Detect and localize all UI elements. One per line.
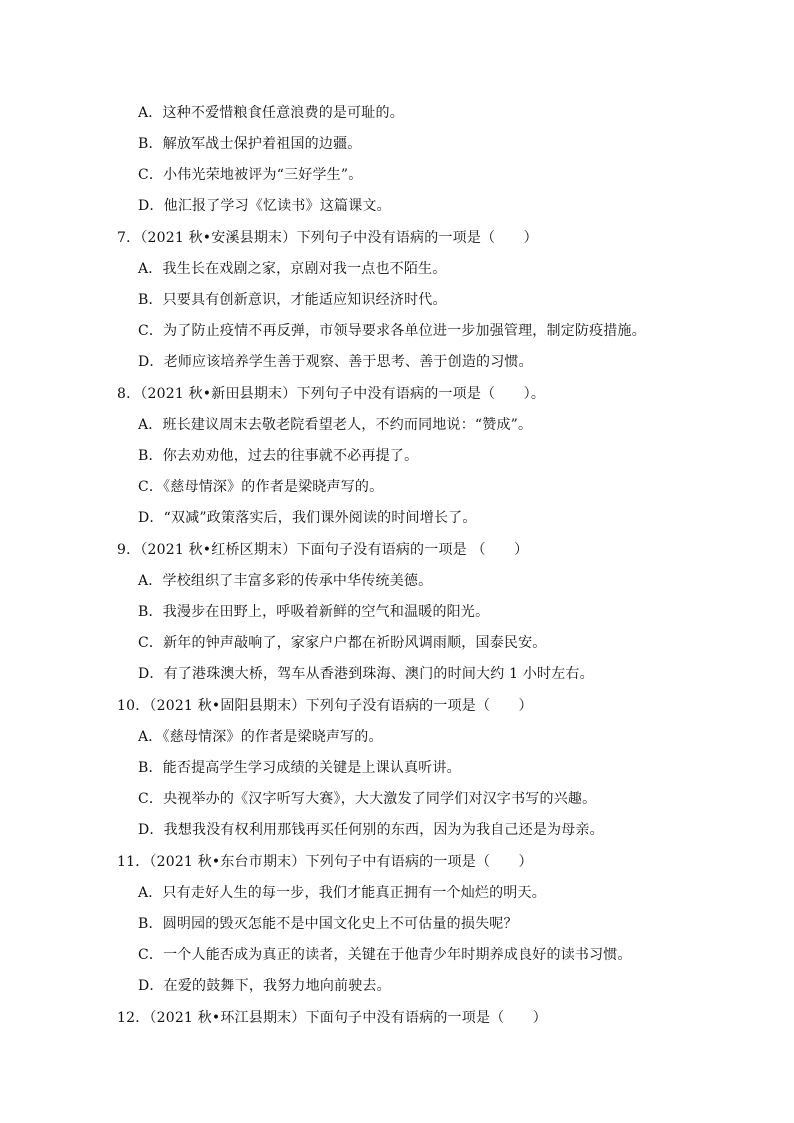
question-10-stem: 10．（2021 秋•固阳县期末）下列句子没有语病的一项是（ ） (117, 698, 533, 714)
question-7-option-b: B．只要具有创新意识，才能适应知识经济时代。 (138, 292, 447, 308)
question-8-option-b: B．你去劝劝他，过去的往事就不必再提了。 (138, 448, 419, 464)
question-11-option-d: D．在爱的鼓舞下，我努力地向前驶去。 (138, 978, 391, 994)
question-7-option-d: D．老师应该培养学生善于观察、善于思考、善于创造的习惯。 (138, 354, 533, 370)
question-8-stem: 8．（2021 秋•新田县期末）下列句子中没有语病的一项是（ ）。 (117, 386, 546, 402)
question-8-option-c: C．《慈母情深》的作者是梁晓声写的。 (138, 479, 384, 495)
option-b: B．解放军战士保护着祖国的边疆。 (138, 136, 362, 152)
question-10-option-d: D．我想我没有权利用那钱再买任何别的东西，因为为我自己还是为母亲。 (138, 822, 604, 838)
question-9-option-a: A．学校组织了丰富多彩的传承中华传统美德。 (138, 573, 433, 589)
question-11-stem: 11．（2021 秋•东台市期末）下列句子中有语病的一项是（ ） (117, 854, 533, 870)
question-11-option-c: C．一个人能否成为真正的读者，关键在于他青少年时期养成良好的读书习惯。 (138, 947, 632, 963)
question-9-option-d: D．有了港珠澳大桥，驾车从香港到珠海、澳门的时间大约 1 小时左右。 (138, 666, 594, 682)
question-7-option-a: A．我生长在戏剧之家，京剧对我一点也不陌生。 (138, 261, 447, 277)
option-d: D．他汇报了学习《忆读书》这篇课文。 (138, 198, 391, 214)
question-8-option-a: A．班长建议周末去敬老院看望老人，不约而同地说：“赞成”。 (138, 417, 533, 433)
question-10-option-a: A．《慈母情深》的作者是梁晓声写的。 (138, 729, 383, 745)
question-7-option-c: C．为了防止疫情不再反弹，市领导要求各单位进一步加强管理，制定防疫措施。 (138, 323, 646, 339)
question-9-option-b: B．我漫步在田野上，呼吸着新鲜的空气和温暖的阳光。 (138, 604, 490, 620)
question-7-stem: 7．（2021 秋•安溪县期末）下列句子中没有语病的一项是（ ） (117, 230, 538, 246)
question-10-option-c: C．央视举办的《汉字听写大赛》，大大激发了同学们对汉字书写的兴趣。 (138, 791, 597, 807)
question-11-option-a: A．只有走好人生的每一步，我们才能真正拥有一个灿烂的明天。 (138, 885, 546, 901)
question-9-stem: 9．（2021 秋•红桥区期末）下面句子没有语病的一项是 （ ） (117, 542, 529, 558)
question-10-option-b: B．能否提高学生学习成绩的关键是上课认真听讲。 (138, 760, 461, 776)
option-a: A．这种不爱惜粮食任意浪费的是可耻的。 (138, 105, 404, 121)
question-11-option-b: B．圆明园的毁灭怎能不是中国文化史上不可估量的损失呢？ (138, 916, 518, 932)
question-12-stem: 12．（2021 秋•环江县期末）下面句子中没有语病的一项是（ ） (117, 1010, 547, 1026)
question-8-option-d: D．“双减”政策落实后，我们课外阅读的时间增长了。 (138, 510, 477, 526)
option-c: C．小伟光荣地被评为“三好学生”。 (138, 167, 363, 183)
question-9-option-c: C．新年的钟声敲响了，家家户户都在祈盼风调雨顺，国泰民安。 (138, 635, 547, 651)
